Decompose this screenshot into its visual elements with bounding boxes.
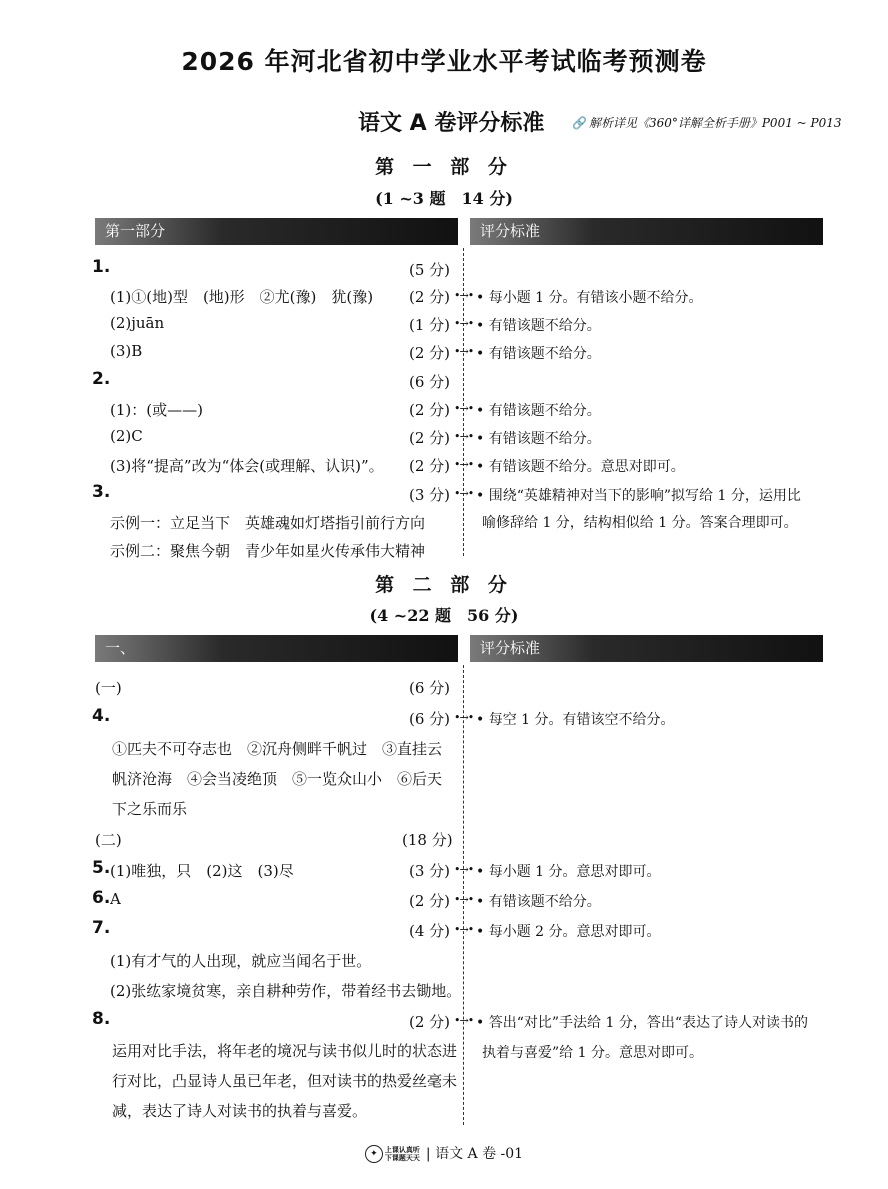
q1-3-answer: (3)B bbox=[110, 342, 143, 360]
part1-heading: 第 一 部 分 bbox=[375, 156, 513, 178]
section-2-label: (二) bbox=[95, 831, 122, 849]
q7-criteria: • 每小题 2 分。意思对即可。 bbox=[476, 924, 661, 940]
q3-example1: 示例一：立足当下 英雄魂如灯塔指引前行方向 bbox=[110, 514, 426, 532]
q5-number: 5. bbox=[92, 858, 111, 878]
q1-points: (5 分) bbox=[409, 261, 451, 279]
scoring-standard-title: 语文 A 卷评分标准 bbox=[358, 111, 545, 136]
exam-title: 2026 年河北省初中学业水平考试临考预测卷 bbox=[181, 47, 707, 76]
q8-number: 8. bbox=[92, 1009, 111, 1029]
q5-points: (3 分) bbox=[409, 862, 451, 880]
section-2-points: (18 分) bbox=[402, 831, 453, 849]
arrow-icon: •→• bbox=[454, 893, 474, 906]
q2-3-criteria: • 有错该题不给分。意思对即可。 bbox=[476, 459, 685, 475]
part2-criteria-bar: 评分标准 bbox=[470, 635, 823, 662]
q2-1-answer: (1)：(或——) bbox=[110, 401, 203, 419]
arrow-icon: •→• bbox=[454, 923, 474, 936]
q2-1-points: (2 分) bbox=[409, 401, 451, 419]
part2-range: (4 ~22 题 56 分) bbox=[369, 606, 519, 625]
q6-answer: A bbox=[110, 890, 121, 908]
q3-number: 3. bbox=[92, 482, 111, 502]
q2-3-answer: (3)将“提高”改为“体会(或理解、认识)”。 bbox=[110, 457, 384, 475]
q5-answer: (1)唯独，只 (2)这 (3)尽 bbox=[110, 862, 294, 880]
q8-criteria-line1: • 答出“对比”手法给 1 分，答出“表达了诗人对读书的 bbox=[476, 1015, 808, 1031]
q4-number: 4. bbox=[92, 706, 111, 726]
arrow-icon: •→• bbox=[454, 711, 474, 724]
q6-number: 6. bbox=[92, 888, 111, 908]
q3-criteria-line2: 喻修辞给 1 分，结构相似给 1 分。答案合理即可。 bbox=[482, 515, 798, 531]
q2-3-points: (2 分) bbox=[409, 457, 451, 475]
q1-3-criteria: • 有错该题不给分。 bbox=[476, 346, 601, 362]
link-icon: 🔗 bbox=[572, 116, 587, 130]
section-1-points: (6 分) bbox=[409, 679, 451, 697]
logo-slogan: 上课认真听 下课题天天 bbox=[384, 1145, 420, 1162]
q7-2-answer: (2)张纮家境贫寒，亲自耕种劳作，带着经书去锄地。 bbox=[110, 982, 462, 1000]
q7-1-answer: (1)有才气的人出现，就应当闻名于世。 bbox=[110, 952, 372, 970]
page-footer bbox=[0, 1143, 888, 1163]
q8-points: (2 分) bbox=[409, 1013, 451, 1031]
q1-2-answer: (2)juān bbox=[110, 314, 165, 332]
q3-points: (3 分) bbox=[409, 486, 451, 504]
part2-answer-bar: 一、 bbox=[95, 635, 458, 662]
q4-line2: 帆济沧海 ④会当凌绝顶 ⑤一览众山小 ⑥后天 bbox=[112, 770, 443, 788]
arrow-icon: •→• bbox=[454, 430, 474, 443]
arrow-icon: •→• bbox=[454, 345, 474, 358]
section-1-label: (一) bbox=[95, 679, 122, 697]
q4-line1: ①匹夫不可夺志也 ②沉舟侧畔千帆过 ③直挂云 bbox=[112, 740, 443, 758]
part1-answer-bar: 第一部分 bbox=[95, 218, 458, 245]
page-label: | 语文 A 卷 -01 bbox=[425, 1146, 524, 1162]
owl-logo-icon: ✦ bbox=[365, 1145, 383, 1163]
part1-criteria-bar: 评分标准 bbox=[470, 218, 823, 245]
arrow-icon: •→• bbox=[454, 289, 474, 302]
q3-criteria-line1: • 围绕“英雄精神对当下的影响”拟写给 1 分，运用比 bbox=[476, 488, 801, 504]
q1-number: 1. bbox=[92, 257, 111, 277]
q1-3-points: (2 分) bbox=[409, 344, 451, 362]
q1-1-answer: (1)①(地)型 (地)形 ②尤(豫) 犹(豫) bbox=[110, 288, 374, 306]
q1-2-criteria: • 有错该题不给分。 bbox=[476, 318, 601, 334]
arrow-icon: •→• bbox=[454, 487, 474, 500]
part1-range: (1 ~3 题 14 分) bbox=[375, 189, 513, 208]
arrow-icon: •→• bbox=[454, 863, 474, 876]
arrow-icon: •→• bbox=[454, 1014, 474, 1027]
q6-points: (2 分) bbox=[409, 892, 451, 910]
q8-line1: 运用对比手法，将年老的境况与读书似儿时的状态进 bbox=[112, 1042, 458, 1060]
q5-criteria: • 每小题 1 分。意思对即可。 bbox=[476, 864, 661, 880]
arrow-icon: •→• bbox=[454, 317, 474, 330]
q2-2-answer: (2)C bbox=[110, 427, 143, 445]
q7-number: 7. bbox=[92, 918, 111, 938]
q1-1-criteria: • 每小题 1 分。有错该小题不给分。 bbox=[476, 290, 703, 306]
q8-line2: 行对比，凸显诗人虽已年老，但对读书的热爱丝毫未 bbox=[112, 1072, 458, 1090]
q7-points: (4 分) bbox=[409, 922, 451, 940]
arrow-icon: •→• bbox=[454, 458, 474, 471]
arrow-icon: •→• bbox=[454, 402, 474, 415]
q1-1-points: (2 分) bbox=[409, 288, 451, 306]
part2-heading: 第 二 部 分 bbox=[375, 574, 513, 596]
q4-line3: 下之乐而乐 bbox=[112, 800, 188, 818]
q6-criteria: • 有错该题不给分。 bbox=[476, 894, 601, 910]
q8-line3: 减，表达了诗人对读书的执着与喜爱。 bbox=[112, 1102, 368, 1120]
reference-note bbox=[572, 114, 842, 131]
q4-points: (6 分) bbox=[409, 710, 451, 728]
reference-text: 解析详见《360°详解全析手册》P001 ~ P013 bbox=[588, 116, 842, 130]
q8-criteria-line2: 执着与喜爱”给 1 分。意思对即可。 bbox=[482, 1045, 703, 1061]
q2-number: 2. bbox=[92, 369, 111, 389]
q4-criteria: • 每空 1 分。有错该空不给分。 bbox=[476, 712, 675, 728]
q1-2-points: (1 分) bbox=[409, 316, 451, 334]
q2-2-criteria: • 有错该题不给分。 bbox=[476, 431, 601, 447]
q2-1-criteria: • 有错该题不给分。 bbox=[476, 403, 601, 419]
q3-example2: 示例二：聚焦今朝 青少年如星火传承伟大精神 bbox=[110, 542, 426, 560]
q2-points: (6 分) bbox=[409, 373, 451, 391]
q2-2-points: (2 分) bbox=[409, 429, 451, 447]
